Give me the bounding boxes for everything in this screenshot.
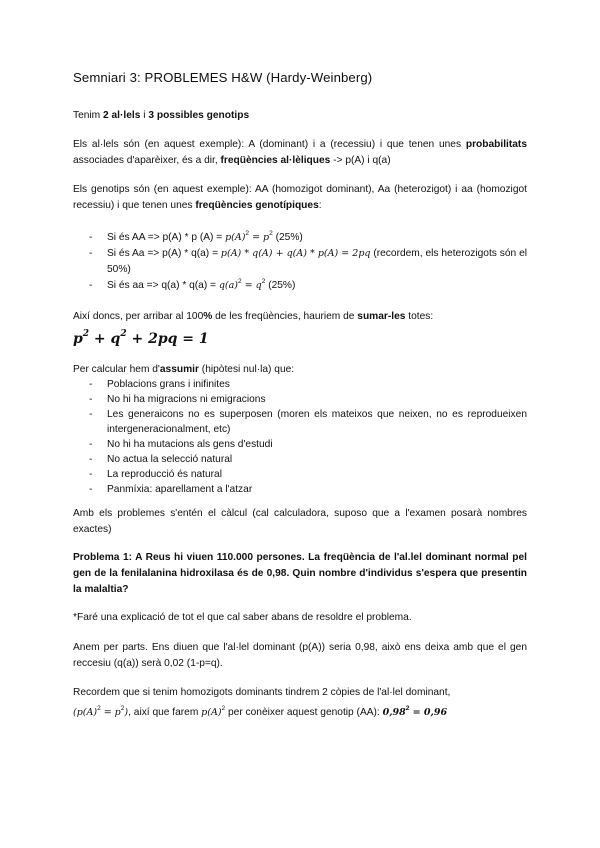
aixi-paragraph: Així doncs, per arribar al 100% de les freqüències, hauriem de sumar-les totes:: [73, 311, 434, 322]
amb-paragraph: Amb els problemes s'entén el càlcul (cal calculadora, suposo que a l'examen posarà nombres exactes): [73, 508, 527, 535]
problema-statement: Problema 1: A Reus hi viuen 110.000 persones. La freqüència de l'al.lel dominant normal pel gen de la fenilalanina hidroxilasa és de 0,98. Quin nombre d'individus s'espera que presentin la malaltia?: [73, 552, 527, 595]
list-item: - Panmíxia: aparellament a l'atzar: [73, 482, 527, 497]
assumir-paragraph: Per calcular hem d'assumir (hipòtesi nul·la) que:: [73, 364, 295, 375]
list-item: - Si és AA => p(A) * p $(A) = p(A)^2 = p^2$ (25%): [73, 230, 527, 246]
tenim-paragraph: Tenim 2 al·lels i 3 possibles genotips: [73, 110, 250, 121]
list-item: - No hi ha migracions ni emigracions: [73, 392, 527, 407]
fare-note: *Faré una explicació de tot el que cal saber abans de resoldre el problema.: [73, 612, 412, 623]
list-item: - Poblacions grans i inifinites: [73, 377, 527, 392]
recordem-paragraph: Recordem que si tenim homozigots dominants tindrem 2 còpies de l'al·lel dominant, $(p(A)^2 = p^2)$, així que farem $p(A)^2$ per conèixer aquest genotip (AA): $0,98^2 = 0,96$: [73, 687, 451, 718]
hardy-weinberg-formula: $p^2 + q^2 + 2pq = 1$: [73, 329, 209, 347]
assumptions-list: [73, 377, 527, 497]
list-item: - Si és Aa => p(A) * q(a) = p(A) * q(A) + q(A) * p(A) = 2pq (recordem, els heterozigots són el 50%): [73, 246, 527, 278]
genotips-paragraph: Els genotips són (en aquest exemple): AA (homozigot dominant), Aa (heterozigot) i aa (homozigot recessiu) i que tenen unes freqüències genotípiques:: [73, 184, 527, 211]
list-item: - No actua la selecció natural: [73, 452, 527, 467]
list-item: - La reproducció és natural: [73, 467, 527, 482]
page-title: Semniari 3: PROBLEMES H&W (Hardy-Weinberg): [73, 70, 373, 85]
genotype-list: [73, 230, 527, 294]
list-item: - Les generaicons no es superposen (moren els mateixos que neixen, no es reprodueixen intergeneracionalment, etc): [73, 407, 527, 437]
anem-paragraph: Anem per parts. Ens diuen que l'al·lel dominant (p(A)) seria 0,98, això ens deixa amb que el gen reccesiu (q(a)) serà 0,02 (1-p=q).: [73, 642, 527, 669]
alleles-paragraph: Els al·lels són (en aquest exemple): A (dominant) i a (recessiu) i que tenen unes probabilitats associades d'aparèixer, és a dir, freqüències al·lèliques -> p(A) i q(a): [73, 139, 527, 166]
list-item: - No hi ha mutacions als gens d'estudi: [73, 437, 527, 452]
list-item: - Si és aa => $q(a) * q(a) = q(a)^2 = q^2$ (25%): [73, 278, 527, 294]
